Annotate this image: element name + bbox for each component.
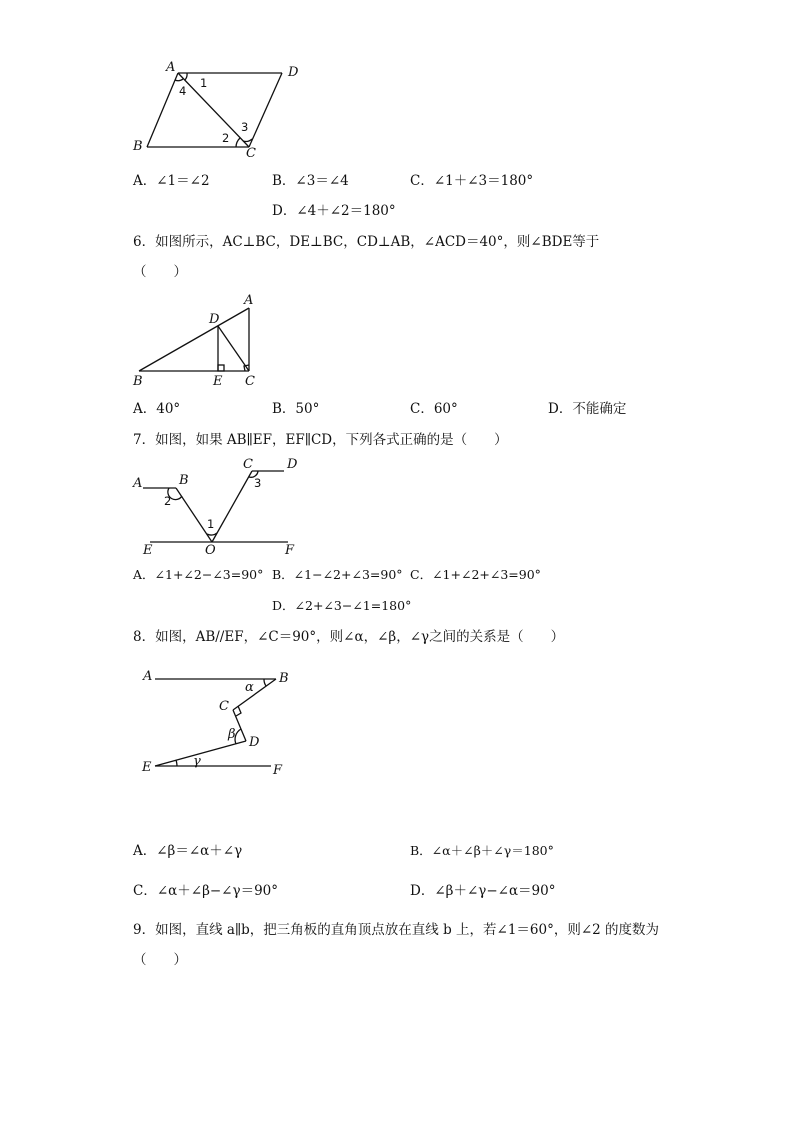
q7-label-e: E — [143, 543, 153, 558]
q7-angle-label-3: 3 — [254, 476, 262, 490]
q8-angle-label-gamma: γ — [193, 754, 201, 769]
q8-angle-label-alpha: α — [245, 680, 254, 695]
q6-option-a: A．40° — [133, 401, 181, 417]
q5-option-b: B．∠3＝∠4 — [272, 173, 349, 189]
q5-label-b: B — [133, 139, 143, 154]
q7-option-c: C．∠1+∠2+∠3=90° — [410, 567, 541, 582]
q7-option-a: A．∠1+∠2−∠3=90° — [133, 567, 264, 582]
q6-label-c: C — [245, 374, 255, 389]
q5-option-c: C．∠1＋∠3＝180° — [410, 173, 534, 189]
q7-label-o: O — [205, 543, 216, 558]
q5-angle-label-2: 2 — [222, 131, 230, 145]
q7-label-c: C — [243, 457, 253, 472]
q8-label-a: A — [143, 669, 153, 684]
q6-answer-paren: （ ） — [133, 264, 187, 280]
q8-label-c: C — [219, 699, 229, 714]
q7-label-b: B — [179, 473, 189, 488]
q8-label-b: B — [279, 671, 289, 686]
q8-label-d: D — [249, 735, 260, 750]
q5-label-c: C — [246, 146, 256, 161]
q6-label-b: B — [133, 374, 143, 389]
q6-label-a: A — [244, 293, 254, 308]
q5-label-d: D — [288, 65, 299, 80]
q8-label-f: F — [273, 763, 283, 778]
q7-label-a: A — [133, 476, 143, 491]
q7-label-f: F — [285, 543, 295, 558]
q8-option-b: B．∠α＋∠β＋∠γ＝180° — [410, 843, 554, 858]
q5-label-a: A — [166, 60, 176, 75]
q8-angle-label-beta: β — [228, 727, 236, 742]
q9-stem: 9．如图，直线 a∥b，把三角板的直角顶点放在直线 b 上，若∠1＝60°，则∠2 的度数为 — [133, 922, 660, 938]
q8-angle-arc-alpha — [264, 679, 266, 686]
q5-angle-label-3: 3 — [241, 120, 249, 134]
q7-option-d: D．∠2+∠3−∠1=180° — [272, 598, 412, 613]
q7-angle-label-1: 1 — [207, 517, 215, 531]
q5-option-a: A．∠1＝∠2 — [133, 173, 210, 189]
q7-angle-label-2: 2 — [164, 494, 172, 508]
q5-angle-label-4: 4 — [179, 84, 187, 98]
q7-stem: 7．如图，如果 AB∥EF，EF∥CD，下列各式正确的是（ ） — [133, 432, 508, 448]
q7-option-b: B．∠1−∠2+∠3=90° — [272, 567, 403, 582]
q8-option-c: C．∠α＋∠β−∠γ＝90° — [133, 883, 278, 899]
q8-option-d: D．∠β＋∠γ−∠α＝90° — [410, 883, 556, 899]
q6-label-e: E — [213, 374, 223, 389]
q8-stem: 8．如图，AB//EF，∠C＝90°，则∠α，∠β，∠γ之间的关系是（ ） — [133, 629, 565, 645]
q8-angle-arc-gamma — [176, 760, 177, 766]
q6-option-c: C．60° — [410, 401, 458, 417]
q8-option-a: A．∠β＝∠α＋∠γ — [133, 843, 243, 859]
q7-label-d: D — [287, 457, 298, 472]
q6-stem: 6．如图所示，AC⊥BC，DE⊥BC，CD⊥AB，∠ACD＝40°，则∠BDE等于 — [133, 234, 600, 250]
q9-answer-paren: （ ） — [133, 952, 187, 968]
q6-label-d: D — [209, 312, 220, 327]
q6-option-b: B．50° — [272, 401, 320, 417]
q6-option-d: D．不能确定 — [548, 401, 627, 417]
q8-segment-bc — [233, 679, 276, 710]
q5-option-d: D．∠4＋∠2＝180° — [272, 203, 396, 219]
q5-angle-label-1: 1 — [200, 76, 208, 90]
q8-label-e: E — [142, 760, 152, 775]
